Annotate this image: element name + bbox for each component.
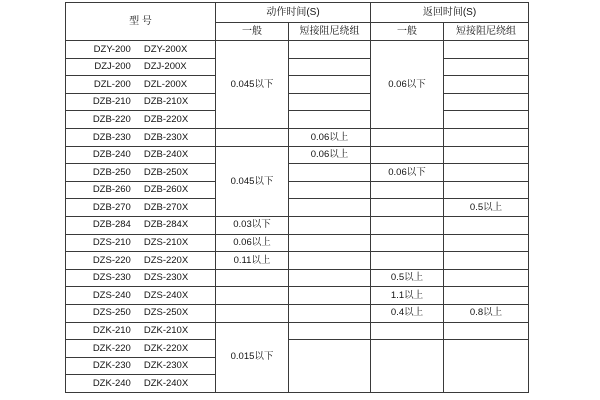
table-row [66, 234, 529, 252]
model-pair [66, 185, 215, 195]
model-x-variant-label: DZL-200X [143, 78, 188, 90]
return-time-group-header: 返回时间(S) [371, 3, 529, 23]
return-general-cell: 0.4以上 [371, 304, 444, 322]
return-damped-cell [444, 234, 529, 252]
return-damped-cell [444, 287, 529, 305]
action-damped-winding-header: 短接阻尼绕组 [289, 23, 371, 41]
model-base-label: DZB-220 [92, 113, 131, 125]
model-cell [66, 304, 216, 322]
model-pair [66, 220, 215, 230]
action-damped-cell: 0.06以上 [289, 128, 371, 146]
return-general-cell [371, 128, 444, 146]
model-base-label: DZS-220 [92, 254, 131, 266]
return-general-cell: 0.5以上 [371, 269, 444, 287]
action-damped-cell [289, 287, 371, 305]
table-row [66, 93, 529, 111]
model-base-label: DZK-230 [92, 360, 131, 372]
model-base-label: DZK-220 [92, 342, 131, 354]
model-x-variant-label: DZS-230X [143, 272, 189, 284]
model-cell [66, 76, 216, 94]
model-base-label: DZS-230 [92, 272, 131, 284]
model-pair [66, 308, 215, 318]
model-base-label: DZK-240 [92, 377, 131, 389]
model-base-label: DZJ-200 [94, 61, 131, 73]
table-row [66, 269, 529, 287]
model-base-label: DZB-260 [92, 184, 131, 196]
model-x-variant-label: DZB-284X [143, 219, 189, 231]
action-general-cell: 0.015以下 [216, 322, 289, 392]
action-damped-cell [289, 111, 371, 129]
model-base-label: DZK-210 [92, 325, 131, 337]
return-damped-cell [444, 58, 529, 76]
model-x-variant-label: DZS-250X [143, 307, 189, 319]
table-row [66, 76, 529, 94]
action-general-cell [216, 269, 289, 287]
model-base-label: DZB-230 [92, 131, 131, 143]
model-base-label: DZS-250 [92, 307, 131, 319]
model-cell [66, 111, 216, 129]
return-general-cell [371, 234, 444, 252]
model-x-variant-label: DZB-240X [143, 149, 189, 161]
model-base-label: DZB-270 [92, 201, 131, 213]
action-damped-cell [289, 269, 371, 287]
return-damped-winding-header: 短接阻尼绕组 [444, 23, 529, 41]
header-row-groups [66, 3, 529, 23]
model-x-variant-label: DZK-240X [143, 377, 189, 389]
return-damped-cell [444, 111, 529, 129]
table-row [66, 199, 529, 217]
table-row [66, 181, 529, 199]
return-general-cell [371, 252, 444, 270]
model-cell [66, 146, 216, 164]
model-pair [66, 256, 215, 266]
return-general-cell [371, 199, 444, 217]
model-x-variant-label: DZY-200X [143, 43, 188, 55]
model-pair [66, 203, 215, 213]
model-cell [66, 216, 216, 234]
model-base-label: DZL-200 [93, 78, 131, 90]
model-cell [66, 41, 216, 59]
model-x-variant-label: DZB-220X [143, 113, 189, 125]
model-cell [66, 357, 216, 375]
action-damped-cell [289, 216, 371, 234]
model-pair [66, 45, 215, 55]
model-pair [66, 344, 215, 354]
action-general-cell: 0.045以下 [216, 41, 289, 129]
model-x-variant-label: DZJ-200X [143, 61, 187, 73]
model-x-variant-label: DZB-270X [143, 201, 189, 213]
action-general-header: 一般 [216, 23, 289, 41]
return-general-cell [371, 322, 444, 340]
model-pair [66, 379, 215, 389]
model-pair [66, 291, 215, 301]
model-x-variant-label: DZB-250X [143, 166, 189, 178]
return-general-cell: 1.1以上 [371, 287, 444, 305]
model-pair [66, 62, 215, 72]
spec-table [65, 2, 529, 393]
return-damped-cell [444, 41, 529, 59]
model-base-label: DZY-200 [93, 43, 131, 55]
action-damped-cell [289, 164, 371, 182]
model-pair [66, 326, 215, 336]
return-general-cell: 0.06以下 [371, 41, 444, 129]
model-cell [66, 58, 216, 76]
model-base-label: DZB-250 [92, 166, 131, 178]
model-base-label: DZS-210 [92, 237, 131, 249]
return-damped-cell [444, 269, 529, 287]
model-pair [66, 361, 215, 371]
return-damped-cell [444, 181, 529, 199]
table-row [66, 287, 529, 305]
return-general-cell [371, 216, 444, 234]
return-damped-cell [444, 164, 529, 182]
spec-table-header [66, 3, 529, 41]
model-cell [66, 322, 216, 340]
model-column-header: 型 号 [66, 3, 216, 41]
return-damped-cell [444, 322, 529, 340]
model-pair [66, 80, 215, 90]
action-damped-cell [289, 340, 371, 393]
model-x-variant-label: DZB-210X [143, 96, 189, 108]
action-general-cell: 0.03以下 [216, 216, 289, 234]
table-row [66, 111, 529, 129]
model-base-label: DZB-284 [92, 219, 131, 231]
action-damped-cell [289, 252, 371, 270]
action-general-cell [216, 287, 289, 305]
model-pair [66, 133, 215, 143]
model-pair [66, 150, 215, 160]
action-damped-cell [289, 76, 371, 94]
action-general-cell [216, 128, 289, 146]
model-base-label: DZB-240 [92, 149, 131, 161]
table-row [66, 216, 529, 234]
return-damped-cell [444, 128, 529, 146]
model-pair [66, 273, 215, 283]
return-damped-cell [444, 93, 529, 111]
return-damped-cell [444, 252, 529, 270]
action-damped-cell [289, 93, 371, 111]
return-damped-cell [444, 76, 529, 94]
table-row [66, 41, 529, 59]
model-x-variant-label: DZK-220X [143, 342, 189, 354]
model-cell [66, 269, 216, 287]
model-cell [66, 252, 216, 270]
return-general-header: 一般 [371, 23, 444, 41]
model-cell [66, 234, 216, 252]
table-row [66, 146, 529, 164]
return-damped-cell [444, 340, 529, 393]
table-row [66, 322, 529, 340]
action-general-cell: 0.06以上 [216, 234, 289, 252]
model-x-variant-label: DZS-210X [143, 237, 189, 249]
return-damped-cell [444, 216, 529, 234]
action-damped-cell [289, 58, 371, 76]
return-damped-cell [444, 146, 529, 164]
table-row [66, 128, 529, 146]
model-x-variant-label: DZK-230X [143, 360, 189, 372]
model-cell [66, 199, 216, 217]
model-pair [66, 115, 215, 125]
table-row [66, 340, 529, 358]
table-row [66, 304, 529, 322]
action-damped-cell [289, 181, 371, 199]
model-pair [66, 168, 215, 178]
action-general-cell [216, 304, 289, 322]
model-x-variant-label: DZS-240X [143, 289, 189, 301]
model-base-label: DZS-240 [92, 289, 131, 301]
model-x-variant-label: DZK-210X [143, 325, 189, 337]
model-pair [66, 238, 215, 248]
action-damped-cell: 0.06以上 [289, 146, 371, 164]
model-cell [66, 164, 216, 182]
model-cell [66, 128, 216, 146]
action-damped-cell [289, 41, 371, 59]
table-row [66, 58, 529, 76]
table-row [66, 164, 529, 182]
table-row [66, 252, 529, 270]
action-damped-cell [289, 304, 371, 322]
action-general-cell: 0.11以上 [216, 252, 289, 270]
return-general-cell [371, 181, 444, 199]
model-cell [66, 287, 216, 305]
spec-table-body [66, 41, 529, 393]
action-general-cell: 0.045以下 [216, 146, 289, 216]
action-time-group-header: 动作时间(S) [216, 3, 371, 23]
model-x-variant-label: DZB-230X [143, 131, 189, 143]
return-damped-cell: 0.8以上 [444, 304, 529, 322]
model-cell [66, 340, 216, 358]
action-damped-cell [289, 199, 371, 217]
action-damped-cell [289, 234, 371, 252]
model-cell [66, 93, 216, 111]
model-base-label: DZB-210 [92, 96, 131, 108]
model-x-variant-label: DZB-260X [143, 184, 189, 196]
return-damped-cell: 0.5以上 [444, 199, 529, 217]
model-cell [66, 181, 216, 199]
action-damped-cell [289, 322, 371, 340]
return-general-cell: 0.06以下 [371, 164, 444, 182]
return-general-cell [371, 340, 444, 393]
model-x-variant-label: DZS-220X [143, 254, 189, 266]
return-general-cell [371, 146, 444, 164]
model-pair [66, 97, 215, 107]
model-cell [66, 375, 216, 393]
